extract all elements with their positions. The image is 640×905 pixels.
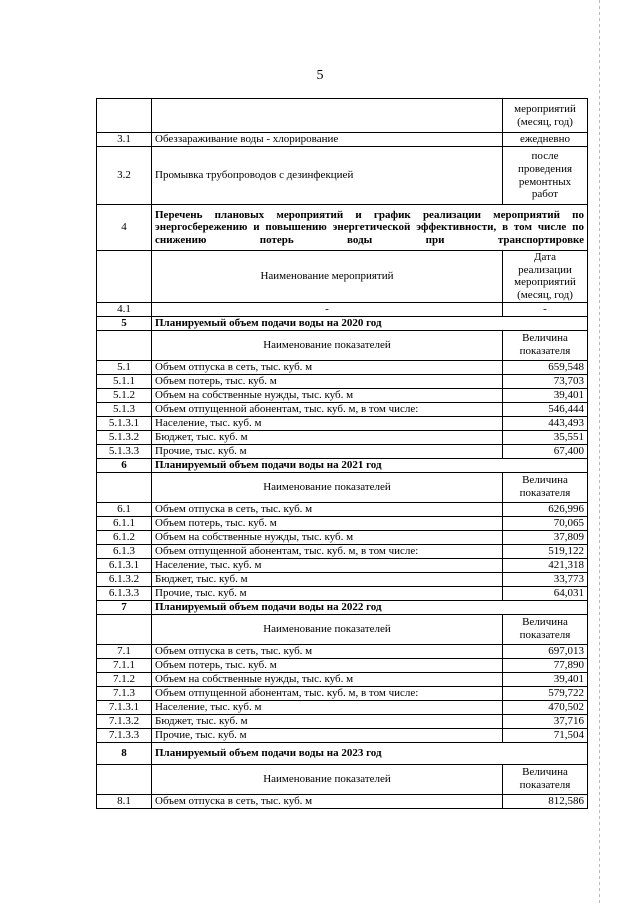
row-value: ежедневно <box>503 133 588 147</box>
row-name: Объем на собственные нужды, тыс. куб. м <box>152 672 503 686</box>
row-value: - <box>503 302 588 316</box>
scan-edge-line <box>599 0 600 905</box>
row-name: Население, тыс. куб. м <box>152 416 503 430</box>
table-row <box>97 388 588 402</box>
row-number: 5.1.3.2 <box>97 430 152 444</box>
row-value: 626,996 <box>503 502 588 516</box>
row-name: Бюджет, тыс. куб. м <box>152 430 503 444</box>
row-value: 39,401 <box>503 388 588 402</box>
section-title: Перечень плановых мероприятий и график реализации мероприятий по энергосбережению и повышению энергетической эффективности, в том числе по снижению потерь воды при транспортировке <box>152 205 588 251</box>
row-number: 7.1 <box>97 644 152 658</box>
row-value: 37,809 <box>503 530 588 544</box>
row-name: Объем отпущенной абонентам, тыс. куб. м, в том числе: <box>152 544 503 558</box>
row-value: 470,502 <box>503 700 588 714</box>
row-number: 3.2 <box>97 147 152 205</box>
row-name: Население, тыс. куб. м <box>152 700 503 714</box>
column-header-value: Величина показателя <box>503 614 588 644</box>
row-name: Промывка трубопроводов с дезинфекцией <box>152 147 503 205</box>
water-supply-plan-table <box>96 98 588 809</box>
row-name: Объем отпуска в сеть, тыс. куб. м <box>152 360 503 374</box>
row-number: 5.1 <box>97 360 152 374</box>
table-row <box>97 558 588 572</box>
section-title: Планируемый объем подачи воды на 2021 год <box>152 458 588 472</box>
row-name: Объем отпущенной абонентам, тыс. куб. м, в том числе: <box>152 402 503 416</box>
row-value: 35,551 <box>503 430 588 444</box>
row-number: 5.1.1 <box>97 374 152 388</box>
row-value: 37,716 <box>503 714 588 728</box>
row-value: 64,031 <box>503 586 588 600</box>
row-number: 6.1.1 <box>97 516 152 530</box>
table-row <box>97 502 588 516</box>
row-number: 6.1.3.2 <box>97 572 152 586</box>
row-name: - <box>152 302 503 316</box>
row-value: 33,773 <box>503 572 588 586</box>
section-number: 7 <box>97 600 152 614</box>
column-header-value: Величина показателя <box>503 764 588 794</box>
row-name: Объем отпуска в сеть, тыс. куб. м <box>152 644 503 658</box>
row-name: Обеззараживание воды - хлорирование <box>152 133 503 147</box>
table-row <box>97 714 588 728</box>
row-name: Объем на собственные нужды, тыс. куб. м <box>152 388 503 402</box>
column-header-name: Наименование показателей <box>152 614 503 644</box>
table-row <box>97 444 588 458</box>
column-header-row <box>97 614 588 644</box>
row-name: Объем потерь, тыс. куб. м <box>152 658 503 672</box>
table-row <box>97 672 588 686</box>
continuation-header: мероприятий (месяц, год) <box>503 99 588 133</box>
row-value: 421,318 <box>503 558 588 572</box>
row-value: 71,504 <box>503 728 588 742</box>
row-value: 73,703 <box>503 374 588 388</box>
row-number: 7.1.1 <box>97 658 152 672</box>
row-name: Прочие, тыс. куб. м <box>152 586 503 600</box>
table-row <box>97 700 588 714</box>
row-name: Объем отпуска в сеть, тыс. куб. м <box>152 502 503 516</box>
row-name: Бюджет, тыс. куб. м <box>152 572 503 586</box>
section-header-row <box>97 316 588 330</box>
table-row <box>97 402 588 416</box>
row-number: 7.1.3.1 <box>97 700 152 714</box>
row-number: 7.1.3.3 <box>97 728 152 742</box>
table-row <box>97 686 588 700</box>
column-header-name: Наименование показателей <box>152 764 503 794</box>
row-name: Бюджет, тыс. куб. м <box>152 714 503 728</box>
row-number: 6.1.3.3 <box>97 586 152 600</box>
row-value: 39,401 <box>503 672 588 686</box>
column-header-row <box>97 251 588 303</box>
row-value: 546,444 <box>503 402 588 416</box>
column-header-name: Наименование показателей <box>152 472 503 502</box>
row-value: 77,890 <box>503 658 588 672</box>
section-number: 6 <box>97 458 152 472</box>
row-number: 5.1.3 <box>97 402 152 416</box>
row-number: 5.1.3.1 <box>97 416 152 430</box>
column-header-value: Величина показателя <box>503 330 588 360</box>
section-title: Планируемый объем подачи воды на 2023 год <box>152 742 588 764</box>
row-name: Объем отпуска в сеть, тыс. куб. м <box>152 794 503 808</box>
table-row <box>97 530 588 544</box>
column-header-name: Наименование показателей <box>152 330 503 360</box>
row-name: Объем потерь, тыс. куб. м <box>152 374 503 388</box>
row-value: 812,586 <box>503 794 588 808</box>
row-number: 7.1.3 <box>97 686 152 700</box>
row-number: 8.1 <box>97 794 152 808</box>
table-row <box>97 302 588 316</box>
column-header-value: Дата реализации мероприятий (месяц, год) <box>503 251 588 303</box>
table-row <box>97 644 588 658</box>
table-row <box>97 147 588 205</box>
row-number: 7.1.2 <box>97 672 152 686</box>
section-title: Планируемый объем подачи воды на 2020 год <box>152 316 588 330</box>
row-value: 579,722 <box>503 686 588 700</box>
row-number: 5.1.3.3 <box>97 444 152 458</box>
table-row <box>97 374 588 388</box>
table-row <box>97 658 588 672</box>
column-header-name: Наименование мероприятий <box>152 251 503 303</box>
section-number: 5 <box>97 316 152 330</box>
section-header-row <box>97 205 588 251</box>
column-header-row <box>97 472 588 502</box>
row-value: 67,400 <box>503 444 588 458</box>
row-number: 6.1 <box>97 502 152 516</box>
table-row <box>97 572 588 586</box>
row-number: 6.1.2 <box>97 530 152 544</box>
section-number: 8 <box>97 742 152 764</box>
table-row <box>97 586 588 600</box>
row-number: 7.1.3.2 <box>97 714 152 728</box>
row-number: 4.1 <box>97 302 152 316</box>
table-row <box>97 416 588 430</box>
row-name: Объем потерь, тыс. куб. м <box>152 516 503 530</box>
row-value: 443,493 <box>503 416 588 430</box>
row-name: Объем отпущенной абонентам, тыс. куб. м, в том числе: <box>152 686 503 700</box>
row-value: 519,122 <box>503 544 588 558</box>
section-title: Планируемый объем подачи воды на 2022 год <box>152 600 588 614</box>
row-value: 697,013 <box>503 644 588 658</box>
section-header-row <box>97 458 588 472</box>
row-number: 5.1.2 <box>97 388 152 402</box>
row-name: Население, тыс. куб. м <box>152 558 503 572</box>
row-value: после проведения ремонтных работ <box>503 147 588 205</box>
page-number: 5 <box>316 68 324 83</box>
column-header-row <box>97 330 588 360</box>
table-row <box>97 516 588 530</box>
row-number: 3.1 <box>97 133 152 147</box>
continuation-header-row <box>97 99 588 133</box>
table-row <box>97 133 588 147</box>
column-header-value: Величина показателя <box>503 472 588 502</box>
row-value: 70,065 <box>503 516 588 530</box>
table-row <box>97 544 588 558</box>
row-number: 6.1.3 <box>97 544 152 558</box>
section-header-row <box>97 600 588 614</box>
row-name: Прочие, тыс. куб. м <box>152 444 503 458</box>
column-header-row <box>97 764 588 794</box>
table-row <box>97 794 588 808</box>
row-name: Объем на собственные нужды, тыс. куб. м <box>152 530 503 544</box>
section-number: 4 <box>97 205 152 251</box>
row-number: 6.1.3.1 <box>97 558 152 572</box>
section-header-row <box>97 742 588 764</box>
table-row <box>97 360 588 374</box>
row-value: 659,548 <box>503 360 588 374</box>
row-name: Прочие, тыс. куб. м <box>152 728 503 742</box>
table-row <box>97 430 588 444</box>
table-row <box>97 728 588 742</box>
